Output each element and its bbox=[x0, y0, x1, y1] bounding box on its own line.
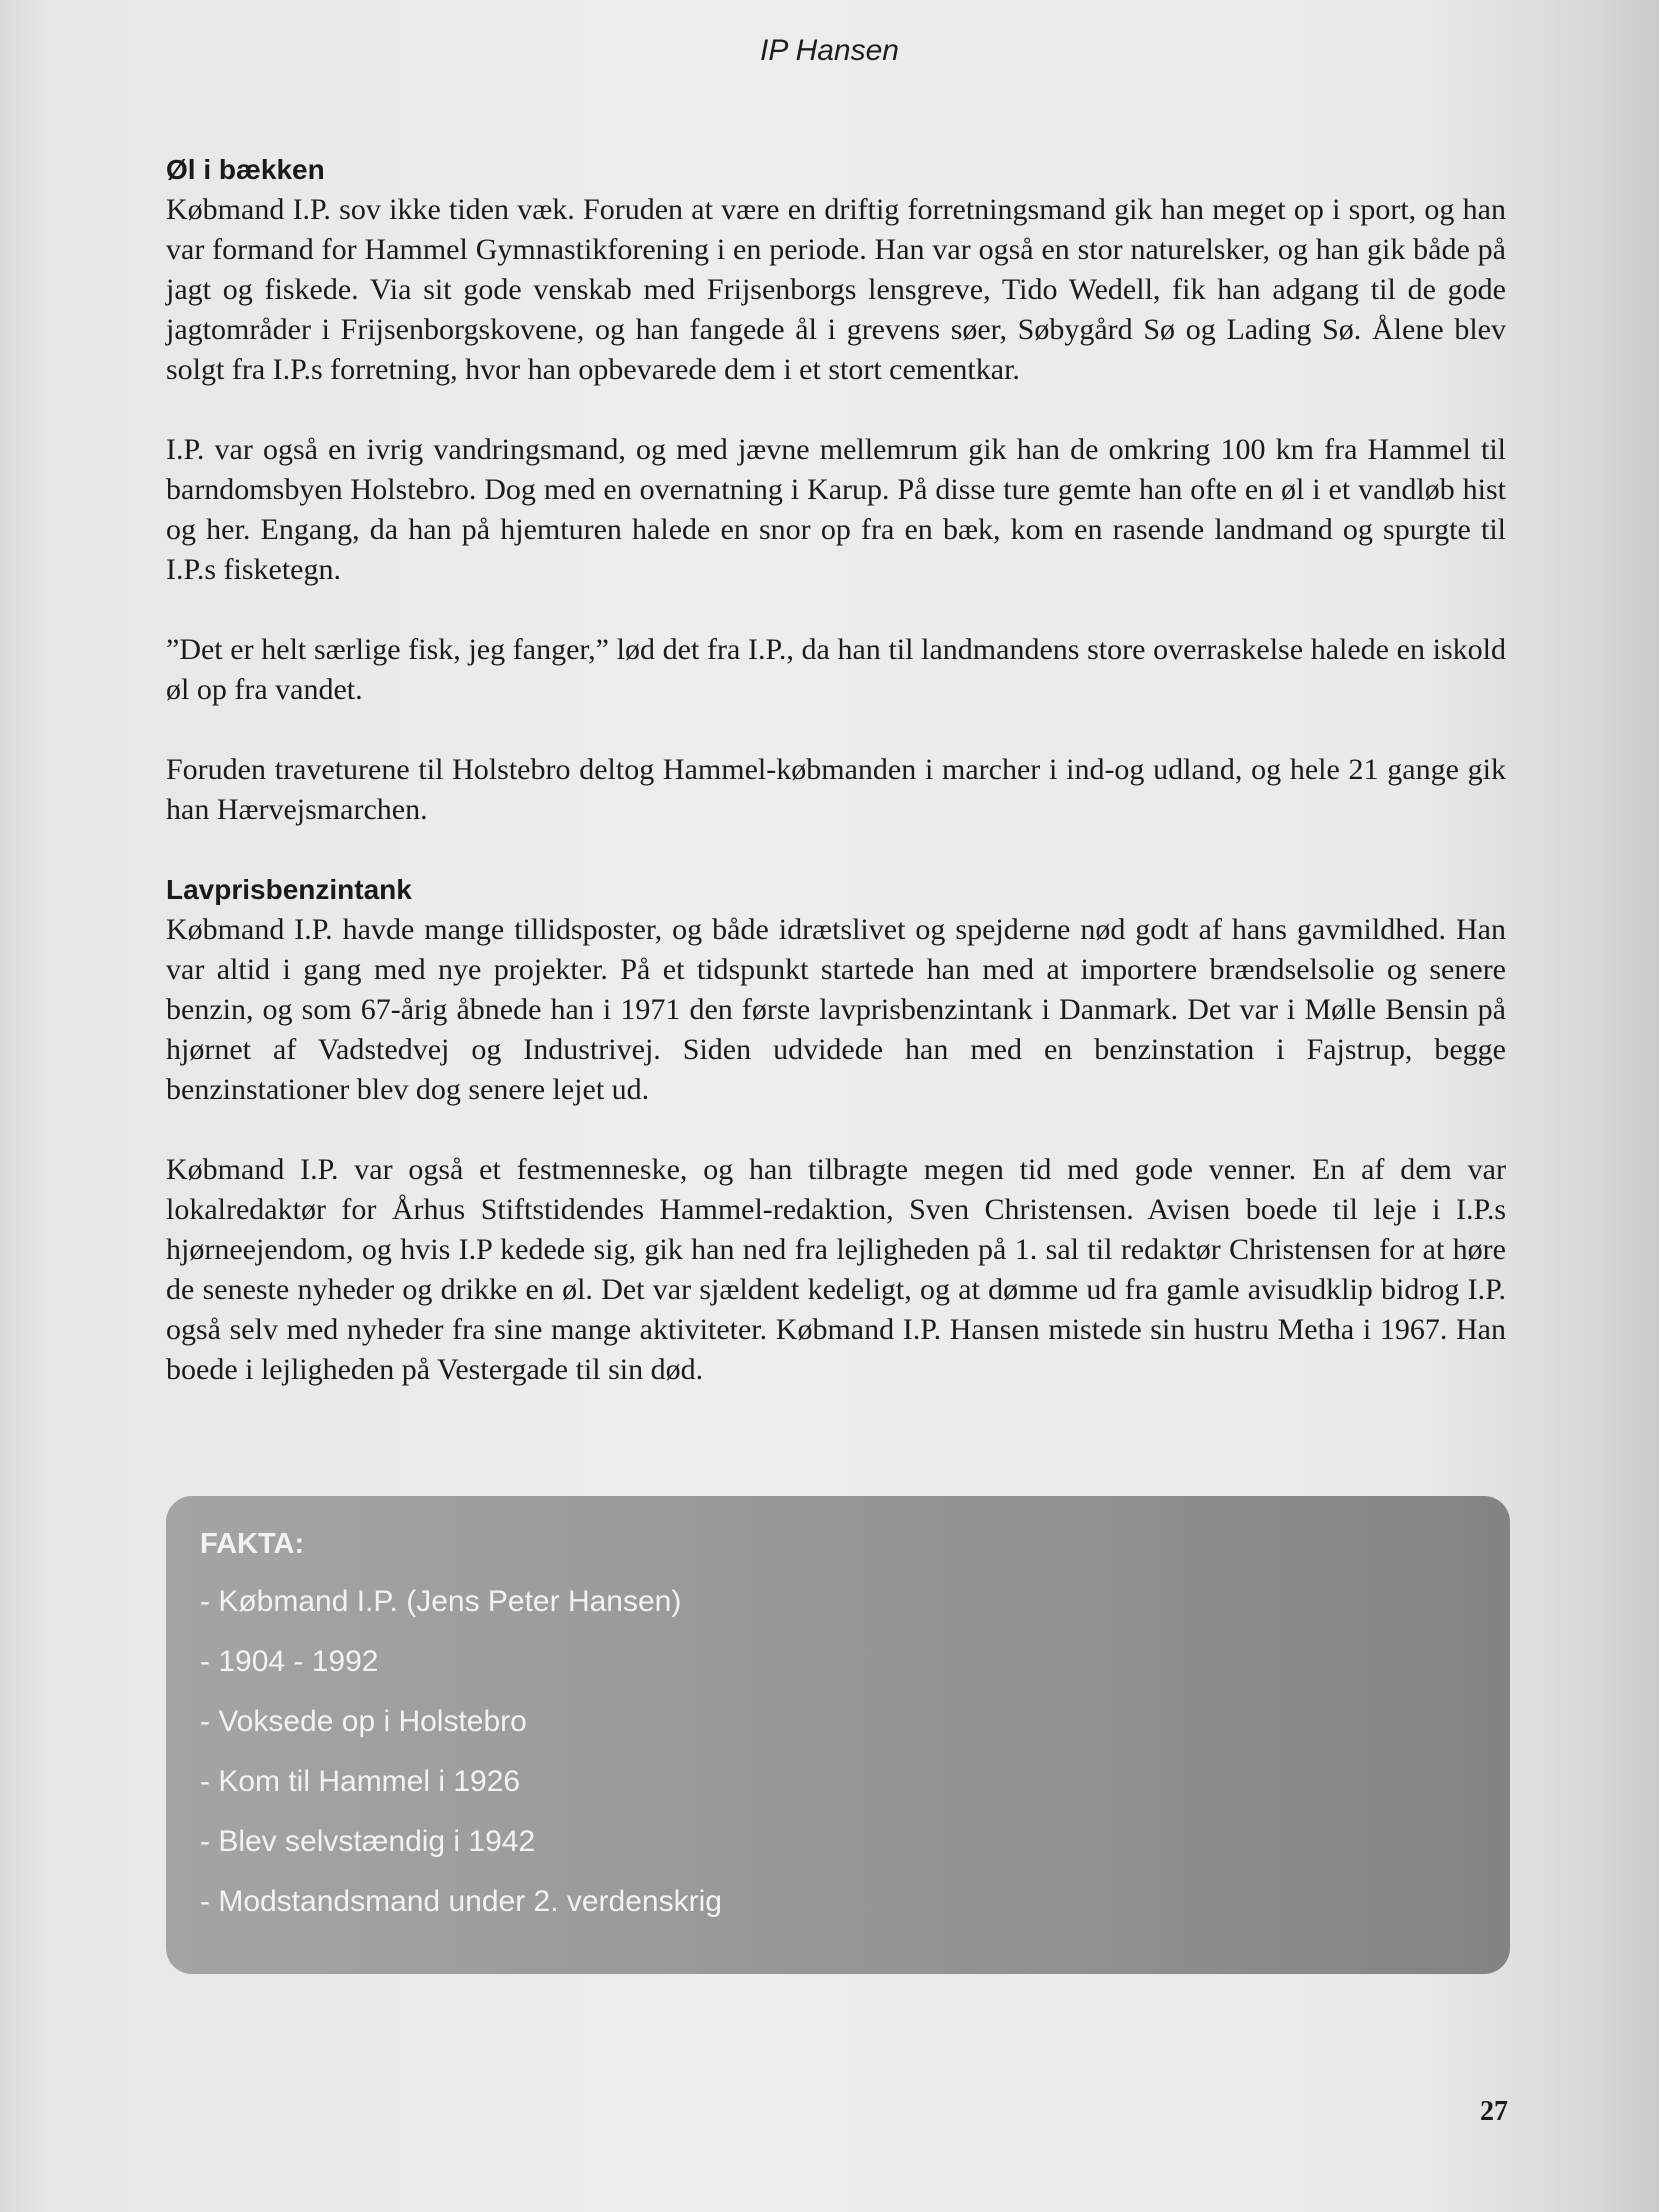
page-number: 27 bbox=[1480, 2096, 1508, 2127]
fakta-item: - Modstandsmand under 2. verdenskrig bbox=[200, 1885, 722, 1918]
fakta-item: - Kom til Hammel i 1926 bbox=[200, 1765, 521, 1798]
running-head: IP Hansen bbox=[760, 34, 899, 67]
section-heading: Lavprisbenzintank bbox=[166, 874, 412, 905]
fakta-item: - Blev selvstændig i 1942 bbox=[200, 1825, 536, 1858]
paragraph: Købmand I.P. sov ikke tiden væk. Foruden at være en driftig forretningsmand gik han meget op i sport, og han var formand for Hammel Gymnastikforening i en periode. Han var også en stor naturelsker, og han gik både på jagt og fiskede. Via sit gode venskab med Frijsenborgs lensgreve, Tido Wedell, fik han adgang til de gode jagtområder i Frijsenborgskovene, og han fangede ål i grevens søer, Søbygård Sø og Lading Sø. Ålene blev solgt fra I.P.s forretning, hvor han opbevarede dem i et stort cementkar. bbox=[166, 193, 1506, 386]
paragraph: ”Det er helt særlige fisk, jeg fanger,” lød det fra I.P., da han til landmandens store overraskelse halede en iskold øl op fra vandet. bbox=[166, 633, 1506, 706]
paragraph: Købmand I.P. havde mange tillidsposter, og både idrætslivet og spejderne nød godt af hans gavmildhed. Han var altid i gang med nye projekter. På et tidspunkt startede han med at importere brændselsolie og senere benzin, og som 67-årig åbnede han i 1971 den første lavprisbenzintank i Danmark. Det var i Mølle Bensin på hjørnet af Vadstedvej og Industrivej. Siden udvidede han med en benzinstation i Fajstrup, begge benzinstationer blev dog senere lejet ud. bbox=[166, 913, 1506, 1106]
section-heading: Øl i bækken bbox=[166, 154, 325, 185]
body-text bbox=[166, 150, 1506, 1390]
paragraph: I.P. var også en ivrig vandringsmand, og med jævne mellemrum gik han de omkring 100 km fra Hammel til barndomsbyen Holstebro. Dog med en overnatning i Karup. På disse ture gemte han ofte en øl i et vandløb hist og her. Engang, da han på hjemturen halede en snor op fra en bæk, kom en rasende landmand og spurgte til I.P.s fisketegn. bbox=[166, 433, 1506, 586]
fakta-box bbox=[166, 1496, 1510, 1974]
fakta-item: - Voksede op i Holstebro bbox=[200, 1705, 527, 1738]
paragraph: Foruden traveturene til Holstebro deltog Hammel-købmanden i marcher i ind-og udland, og hele 21 gange gik han Hærvejsmarchen. bbox=[166, 753, 1506, 826]
fakta-title: FAKTA: bbox=[200, 1528, 305, 1560]
fakta-item: - 1904 - 1992 bbox=[200, 1645, 379, 1678]
fakta-item: - Købmand I.P. (Jens Peter Hansen) bbox=[200, 1585, 682, 1618]
paragraph: Købmand I.P. var også et festmenneske, og han tilbragte megen tid med gode venner. En af dem var lokalredaktør for Århus Stiftstidendes Hammel-redaktion, Sven Christensen. Avisen boede til leje i I.P.s hjørneejendom, og hvis I.P kedede sig, gik han ned fra lejligheden på 1. sal til redaktør Christensen for at høre de seneste nyheder og drikke en øl. Det var sjældent kedeligt, og at dømme ud fra gamle avisudklip bidrog I.P. også selv med nyheder fra sine mange aktiviteter. Købmand I.P. Hansen mistede sin hustru Metha i 1967. Han boede i lejligheden på Vestergade til sin død. bbox=[166, 1153, 1506, 1386]
